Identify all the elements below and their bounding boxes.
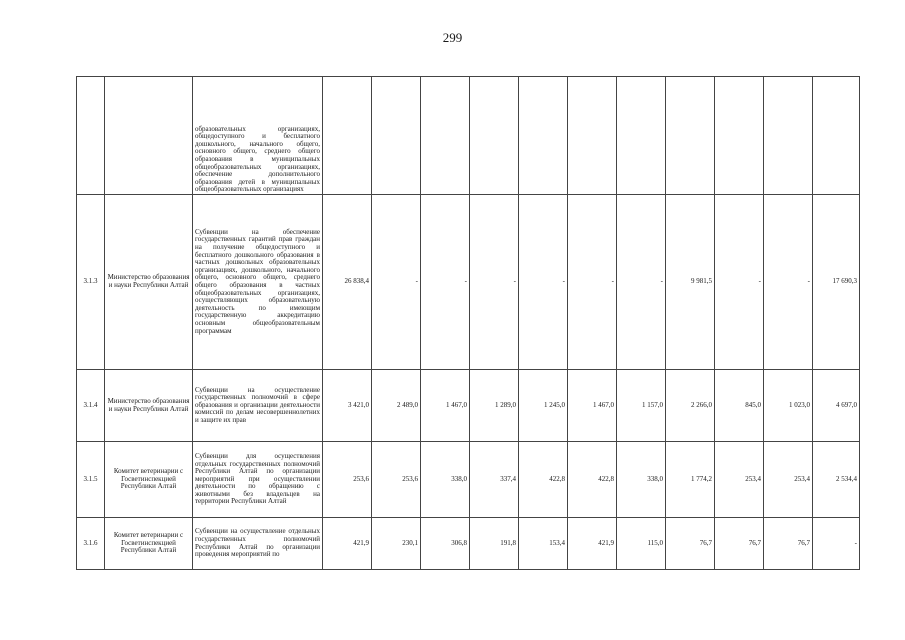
value-cell: 26 838,4 [323, 195, 372, 370]
value-cell: - [421, 195, 470, 370]
value-cell: 337,4 [470, 442, 519, 518]
value-cell [764, 77, 813, 195]
value-cell: 115,0 [617, 518, 666, 570]
value-cell: 2 534,4 [813, 442, 860, 518]
value-cell: 230,1 [372, 518, 421, 570]
value-cell: - [715, 195, 764, 370]
value-cell: 1 289,0 [470, 370, 519, 442]
value-cell: 253,6 [372, 442, 421, 518]
value-cell [568, 77, 617, 195]
value-cell: 338,0 [617, 442, 666, 518]
value-cell: 4 697,0 [813, 370, 860, 442]
subvention-table [76, 76, 860, 570]
value-cell: 1 467,0 [421, 370, 470, 442]
value-cell: 253,4 [764, 442, 813, 518]
table-row [77, 195, 860, 370]
value-cell: 422,8 [519, 442, 568, 518]
value-cell: 9 981,5 [666, 195, 715, 370]
table-body [77, 77, 860, 570]
value-cell: 421,9 [323, 518, 372, 570]
description-cell: Субвенции на осуществление отдельных государственных полномочий Республики Алтай по организации проведения мероприятий по [193, 518, 323, 570]
value-cell: - [764, 195, 813, 370]
organization-cell: Комитет ветеринарии с Госветинспекцией Республики Алтай [105, 442, 193, 518]
value-cell: 76,7 [666, 518, 715, 570]
value-cell: 76,7 [764, 518, 813, 570]
value-cell [421, 77, 470, 195]
value-cell: 845,0 [715, 370, 764, 442]
description-cell: Субвенции на обеспечение государственных гарантий прав граждан на получение общедоступного и бесплатного дошкольного образования в частных дошкольных образовательных организациях, дошкольного, начального общего, основного общего, среднего общего образования в частных общеобразовательных организациях, осуществляющих образовательную деятельность по имеющим государственную аккредитацию основным общеобразовательным программам [193, 195, 323, 370]
value-cell: 253,4 [715, 442, 764, 518]
value-cell: 253,6 [323, 442, 372, 518]
value-cell: 422,8 [568, 442, 617, 518]
value-cell: 2 266,0 [666, 370, 715, 442]
row-number: 3.1.6 [77, 518, 105, 570]
organization-cell [105, 77, 193, 195]
value-cell: - [470, 195, 519, 370]
organization-cell: Министерство образования и науки Республики Алтай [105, 195, 193, 370]
table-row [77, 518, 860, 570]
value-cell: - [568, 195, 617, 370]
value-cell: - [813, 518, 860, 570]
value-cell [666, 77, 715, 195]
value-cell: - [372, 195, 421, 370]
description-cell: Субвенции для осуществления отдельных государственных полномочий Республики Алтай по организации мероприятий при осуществлении деятельности по обращению с животными без владельцев на территории Республики Алтай [193, 442, 323, 518]
value-cell: - [617, 195, 666, 370]
value-cell [470, 77, 519, 195]
value-cell: 1 245,0 [519, 370, 568, 442]
value-cell: 153,4 [519, 518, 568, 570]
description-cell: Субвенции на осуществление государственных полномочий в сфере образования и организации деятельности комиссий по делам несовершеннолетних и защите их прав [193, 370, 323, 442]
value-cell: - [519, 195, 568, 370]
row-number: 3.1.4 [77, 370, 105, 442]
value-cell: 76,7 [715, 518, 764, 570]
value-cell: 421,9 [568, 518, 617, 570]
value-cell [715, 77, 764, 195]
row-number [77, 77, 105, 195]
value-cell: 1 774,2 [666, 442, 715, 518]
table-row [77, 442, 860, 518]
page-number: 299 [442, 30, 463, 45]
value-cell: 306,8 [421, 518, 470, 570]
value-cell: 1 023,0 [764, 370, 813, 442]
value-cell [323, 77, 372, 195]
row-number: 3.1.5 [77, 442, 105, 518]
value-cell [519, 77, 568, 195]
value-cell: 191,8 [470, 518, 519, 570]
row-number: 3.1.3 [77, 195, 105, 370]
organization-cell: Министерство образования и науки Республики Алтай [105, 370, 193, 442]
value-cell: 17 690,3 [813, 195, 860, 370]
value-cell [372, 77, 421, 195]
value-cell: 1 157,0 [617, 370, 666, 442]
table-row [77, 370, 860, 442]
description-cell: образовательных организациях, общедоступного и бесплатного дошкольного, начального общего, основного общего, среднего общего образования в муниципальных общеобразовательных организациях, обеспечение дополнительного образования детей в муниципальных общеобразовательных организациях [193, 77, 323, 195]
value-cell: 1 467,0 [568, 370, 617, 442]
value-cell: 3 421,0 [323, 370, 372, 442]
value-cell: 338,0 [421, 442, 470, 518]
table-row [77, 77, 860, 195]
organization-cell: Комитет ветеринарии с Госветинспекцией Республики Алтай [105, 518, 193, 570]
value-cell: 2 489,0 [372, 370, 421, 442]
value-cell [813, 77, 860, 195]
value-cell [617, 77, 666, 195]
